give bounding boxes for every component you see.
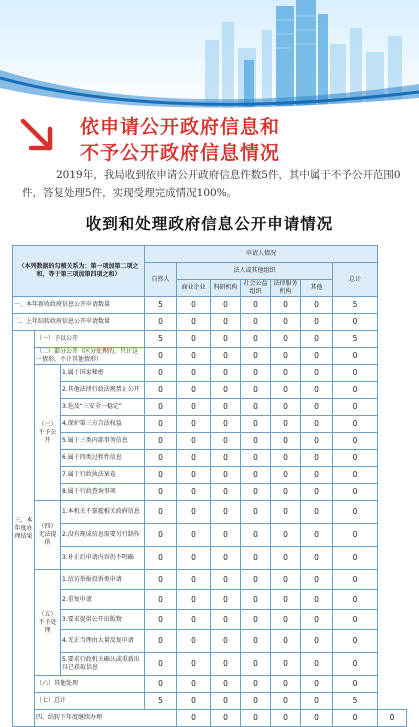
cell: 0	[241, 297, 271, 314]
cell: 0	[211, 547, 241, 570]
intro-paragraph: 2019年，我局收到依申请公开政府信息件数5件，其中属于不予公开范围0件，答复处理5件，实现受理完成情况100%。	[22, 169, 401, 199]
cell: 0	[145, 467, 177, 484]
cell: 0	[145, 399, 177, 416]
cell: 0	[333, 547, 378, 570]
cell: 0	[211, 524, 241, 547]
cell: 0	[211, 590, 241, 610]
cell: 0	[145, 382, 177, 399]
cell: 0	[177, 433, 211, 450]
cell: 0	[301, 467, 333, 484]
cell: 0	[177, 547, 211, 570]
row-label: 二、上年结转政府信息公开申请数量	[13, 314, 145, 331]
cell: 0	[211, 676, 241, 693]
cell: 0	[271, 416, 301, 433]
cell: 0	[301, 630, 333, 653]
group-no-disclose: （三）不予公开	[35, 365, 61, 501]
cell: 0	[271, 590, 301, 610]
cell: 0	[211, 450, 241, 467]
cell: 5	[333, 331, 378, 348]
cell: 0	[271, 501, 301, 524]
row-label: （七）总计	[35, 693, 145, 710]
cell: 0	[241, 676, 271, 693]
cell: 0	[241, 590, 271, 610]
header-other: 其他	[301, 280, 333, 297]
cell: 0	[241, 467, 271, 484]
cell: 0	[333, 630, 378, 653]
cell: 0	[241, 653, 271, 676]
cell: 0	[333, 484, 378, 501]
cell: 0	[271, 484, 301, 501]
cell: 0	[241, 501, 271, 524]
cell: 0	[271, 433, 301, 450]
cell: 0	[378, 710, 407, 727]
cell: 0	[301, 433, 333, 450]
cell: 0	[145, 433, 177, 450]
row-label: 1.属于国家秘密	[61, 365, 145, 382]
cell: 0	[333, 610, 378, 630]
cell: 0	[211, 653, 241, 676]
requests-table	[12, 245, 407, 727]
cell: 5	[333, 297, 378, 314]
cell: 0	[271, 547, 301, 570]
cell: 0	[301, 348, 333, 365]
cell: 0	[301, 710, 333, 727]
cell: 0	[271, 365, 301, 382]
cell: 0	[177, 297, 211, 314]
row-label: 3.补正后申请内容仍不明确	[61, 547, 145, 570]
cell: 0	[177, 610, 211, 630]
header-research: 科研机构	[211, 280, 241, 297]
cell: 0	[333, 348, 378, 365]
row-label: 四、结转下年度继续办理	[35, 710, 177, 727]
cell: 0	[301, 547, 333, 570]
cell: 0	[241, 416, 271, 433]
cell: 0	[241, 399, 271, 416]
group-no-process: （五）不予处理	[35, 570, 61, 676]
cell: 0	[241, 450, 271, 467]
cell: 0	[211, 433, 241, 450]
cell: 0	[301, 524, 333, 547]
cell: 0	[241, 693, 271, 710]
cell: 0	[177, 314, 211, 331]
cell: 0	[271, 314, 301, 331]
cell: 0	[271, 630, 301, 653]
cell: 0	[271, 710, 301, 727]
cell: 0	[145, 547, 177, 570]
row-label: （二）部分公开（区分处理的，只计这一情形，不计其他情形）	[35, 348, 145, 365]
cell: 0	[145, 524, 177, 547]
cell: 0	[211, 570, 241, 590]
cell: 0	[271, 331, 301, 348]
cell: 0	[177, 331, 211, 348]
cell: 0	[211, 348, 241, 365]
cell: 0	[301, 610, 333, 630]
cell: 0	[211, 297, 241, 314]
cell: 5	[145, 297, 177, 314]
row-label: 4.无正当理由大量反复申请	[61, 630, 145, 653]
cell: 0	[145, 610, 177, 630]
cell: 0	[177, 710, 211, 727]
header-natural-person: 自然人	[145, 263, 177, 297]
cell: 0	[241, 484, 271, 501]
cell: 0	[333, 570, 378, 590]
cell: 0	[145, 501, 177, 524]
header-applicant: 申请人情况	[145, 246, 378, 263]
cell: 0	[145, 676, 177, 693]
cell: 0	[177, 570, 211, 590]
cell: 0	[241, 610, 271, 630]
cell: 0	[145, 416, 177, 433]
header-total: 总计	[333, 263, 378, 297]
row-label: 一、本年新收政府信息公开申请数量	[13, 297, 145, 314]
cell: 0	[145, 590, 177, 610]
cell: 0	[271, 524, 301, 547]
cell: 0	[301, 331, 333, 348]
cell: 0	[333, 467, 378, 484]
cell: 0	[271, 570, 301, 590]
cell: 0	[177, 630, 211, 653]
cell: 0	[177, 399, 211, 416]
cell: 0	[301, 365, 333, 382]
cell: 0	[145, 484, 177, 501]
cell: 0	[145, 570, 177, 590]
row-label: 2.其他法律行政法规禁止公开	[61, 382, 145, 399]
cell: 0	[211, 693, 241, 710]
cell: 0	[333, 590, 378, 610]
cell: 0	[211, 365, 241, 382]
cell: 0	[241, 365, 271, 382]
cell: 0	[145, 653, 177, 676]
cell: 0	[271, 450, 301, 467]
cell: 0	[177, 365, 211, 382]
cell: 0	[333, 382, 378, 399]
cell: 0	[241, 348, 271, 365]
cell: 0	[333, 524, 378, 547]
cell: 0	[301, 484, 333, 501]
cell: 0	[333, 433, 378, 450]
group-cannot-provide: （四）无法提供	[35, 501, 61, 570]
cell: 0	[211, 630, 241, 653]
cell: 0	[177, 467, 211, 484]
cell: 0	[333, 501, 378, 524]
cell: 0	[271, 610, 301, 630]
cell: 0	[333, 450, 378, 467]
cell: 0	[271, 348, 301, 365]
header-note: （本列数据的勾稽关系为：第一项加第二项之和，等于第三项加第四项之和）	[13, 246, 145, 297]
cell: 0	[145, 630, 177, 653]
cell: 0	[271, 693, 301, 710]
header-banner	[0, 0, 419, 112]
row-label: 8.属于行政查询事项	[61, 484, 145, 501]
cell: 5	[145, 331, 177, 348]
row-label: 1.信访举报投诉类申请	[61, 570, 145, 590]
heading-line-2: 不予公开政府信息情况	[80, 142, 281, 164]
cell: 0	[211, 382, 241, 399]
header-law: 法律服务机构	[271, 280, 301, 297]
cell: 0	[211, 484, 241, 501]
header-commercial: 商业企业	[177, 280, 211, 297]
row-label: 7.属于行政执法案卷	[61, 467, 145, 484]
cell: 0	[177, 501, 211, 524]
cell: 0	[301, 297, 333, 314]
cell: 0	[301, 501, 333, 524]
cell: 0	[271, 382, 301, 399]
cell: 0	[211, 501, 241, 524]
cell: 0	[301, 399, 333, 416]
cell: 0	[211, 399, 241, 416]
row-label: 2.重复申请	[61, 590, 145, 610]
cell: 0	[145, 365, 177, 382]
cell: 0	[145, 450, 177, 467]
cell: 5	[333, 693, 378, 710]
cell: 0	[177, 450, 211, 467]
cell: 0	[241, 382, 271, 399]
cell: 0	[177, 590, 211, 610]
row-label: 2.没有现成信息需要另行制作	[61, 524, 145, 547]
cell: 0	[333, 676, 378, 693]
cell: 0	[333, 365, 378, 382]
cell: 0	[271, 467, 301, 484]
header-social: 社会公益组织	[241, 280, 271, 297]
cell: 0	[241, 331, 271, 348]
cell: 0	[241, 314, 271, 331]
cell: 0	[177, 693, 211, 710]
cell: 0	[333, 416, 378, 433]
cell: 0	[301, 382, 333, 399]
cell: 0	[333, 710, 378, 727]
cell: 0	[241, 630, 271, 653]
cell: 0	[145, 314, 177, 331]
arrow-down-right-icon	[18, 116, 58, 156]
cell: 0	[211, 331, 241, 348]
cell: 0	[177, 676, 211, 693]
heading-line-1: 依申请公开政府信息和	[80, 116, 281, 138]
cell: 0	[145, 348, 177, 365]
cell: 0	[301, 570, 333, 590]
cell: 0	[211, 467, 241, 484]
cell: 0	[177, 382, 211, 399]
header-legal-entity: 法人或其他组织	[177, 263, 333, 280]
cell: 0	[301, 590, 333, 610]
row-label: 3.要求提供公开出版物	[61, 610, 145, 630]
city-skyline-illustration	[0, 0, 419, 112]
cell: 0	[241, 570, 271, 590]
cell: 0	[211, 710, 241, 727]
row-label: 3.危及“三安全一稳定”	[61, 399, 145, 416]
cell: 5	[145, 693, 177, 710]
cell: 0	[241, 710, 271, 727]
cell: 0	[177, 348, 211, 365]
row-label: 5.要求行政机关确认或重新出具已获取信息	[61, 653, 145, 676]
cell: 0	[271, 676, 301, 693]
cell: 0	[271, 399, 301, 416]
cell: 0	[177, 484, 211, 501]
cell: 0	[301, 450, 333, 467]
cell: 0	[241, 524, 271, 547]
row-label: 4.保护第三方合法权益	[61, 416, 145, 433]
cell: 0	[211, 314, 241, 331]
cell: 0	[333, 653, 378, 676]
row-label: （六）其他处理	[35, 676, 145, 693]
row-label: 1.本机关不掌握相关政府信息	[61, 501, 145, 524]
cell: 0	[301, 693, 333, 710]
group-result: 三、本年度办理结果	[13, 331, 35, 727]
cell: 0	[301, 314, 333, 331]
cell: 0	[177, 524, 211, 547]
row-label: 5.属于三类内部事务信息	[61, 433, 145, 450]
section-heading	[18, 110, 408, 170]
cell: 0	[177, 653, 211, 676]
row-label: （一）予以公开	[35, 331, 145, 348]
cell: 0	[333, 314, 378, 331]
cell: 0	[241, 433, 271, 450]
cell: 0	[301, 676, 333, 693]
cell: 0	[241, 547, 271, 570]
cell: 0	[271, 653, 301, 676]
cell: 0	[301, 416, 333, 433]
cell: 0	[211, 610, 241, 630]
table-title: 收到和处理政府信息公开申请情况	[85, 214, 334, 233]
cell: 0	[333, 399, 378, 416]
cell: 0	[177, 416, 211, 433]
cell: 0	[211, 416, 241, 433]
cell: 0	[271, 297, 301, 314]
row-label: 6.属于四类过程性信息	[61, 450, 145, 467]
cell: 0	[301, 653, 333, 676]
